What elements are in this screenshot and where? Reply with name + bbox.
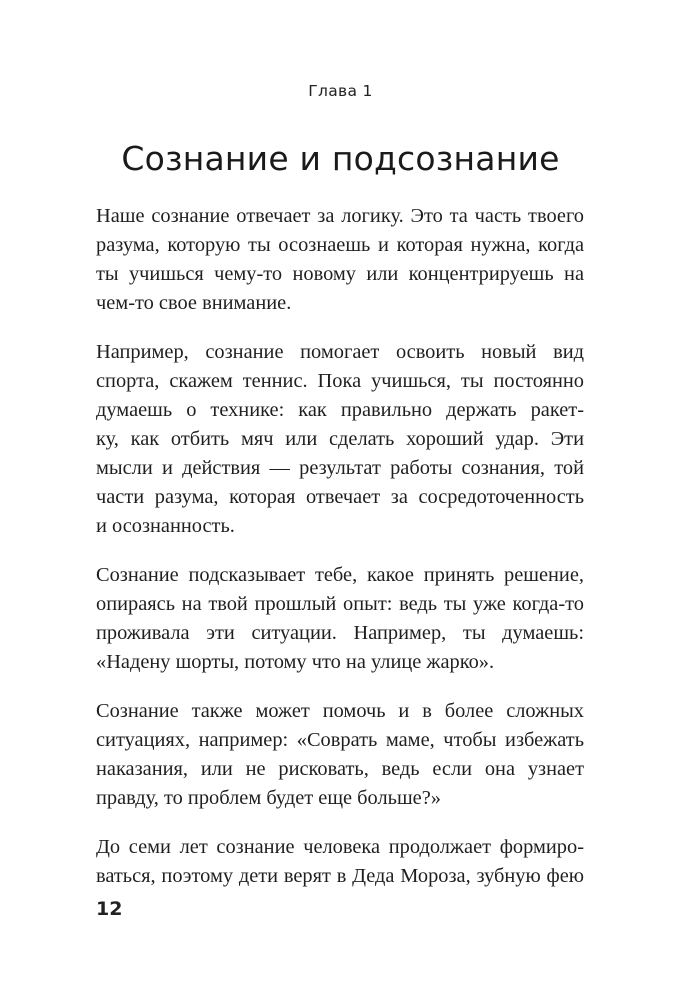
text-line: До семи лет сознание человека продолжает формиро- [96, 836, 584, 858]
paragraph-2 [96, 338, 584, 541]
text-line: части разума, которая отвечает за сосредоточенность [96, 486, 584, 508]
page-number: 12 [96, 898, 123, 920]
text-line: разума, которую ты осознаешь и которая нужна, когда [96, 234, 584, 256]
text-line: «Надену шорты, потому что на улице жарко». [96, 651, 495, 673]
text-line: ситуациях, например: «Соврать маме, чтобы избежать [96, 729, 584, 751]
text-line: и осознанность. [96, 515, 235, 537]
text-line: Сознание подсказывает тебе, какое принять решение, [96, 564, 584, 586]
chapter-title: Сознание и подсознание [121, 139, 560, 178]
chapter-label: Глава 1 [308, 82, 373, 100]
text-line: ваться, поэтому дети верят в Деда Мороза, зубную фею [96, 865, 584, 887]
text-line: наказания, или не рисковать, ведь если она узнает [96, 758, 584, 780]
text-line: чем-то свое внимание. [96, 292, 292, 314]
text-line: Наше сознание отвечает за логику. Это та часть твоего [96, 205, 584, 227]
text-line: мысли и действия — результат работы сознания, той [96, 457, 584, 479]
text-line: спорта, скажем теннис. Пока учишься, ты постоянно [96, 370, 584, 392]
text-line: Сознание также может помочь и в более сложных [96, 700, 584, 722]
text-line: опираясь на твой прошлый опыт: ведь ты уже когда-то [96, 593, 584, 615]
text-line: ты учишься чему-то новому или концентрируешь на [96, 263, 584, 285]
text-line: правду, то проблем будет еще больше?» [96, 787, 441, 809]
text-line: проживала эти ситуации. Например, ты думаешь: [96, 622, 584, 644]
text-line: думаешь о технике: как правильно держать ракет- [96, 399, 584, 421]
body-text [96, 202, 584, 911]
text-line: ку, как отбить мяч или сделать хороший удар. Эти [96, 428, 584, 450]
text-line: Например, сознание помогает освоить новый вид [96, 341, 584, 363]
paragraph-4 [96, 697, 584, 813]
paragraph-3 [96, 561, 584, 677]
paragraph-5 [96, 833, 584, 891]
paragraph-1 [96, 202, 584, 318]
